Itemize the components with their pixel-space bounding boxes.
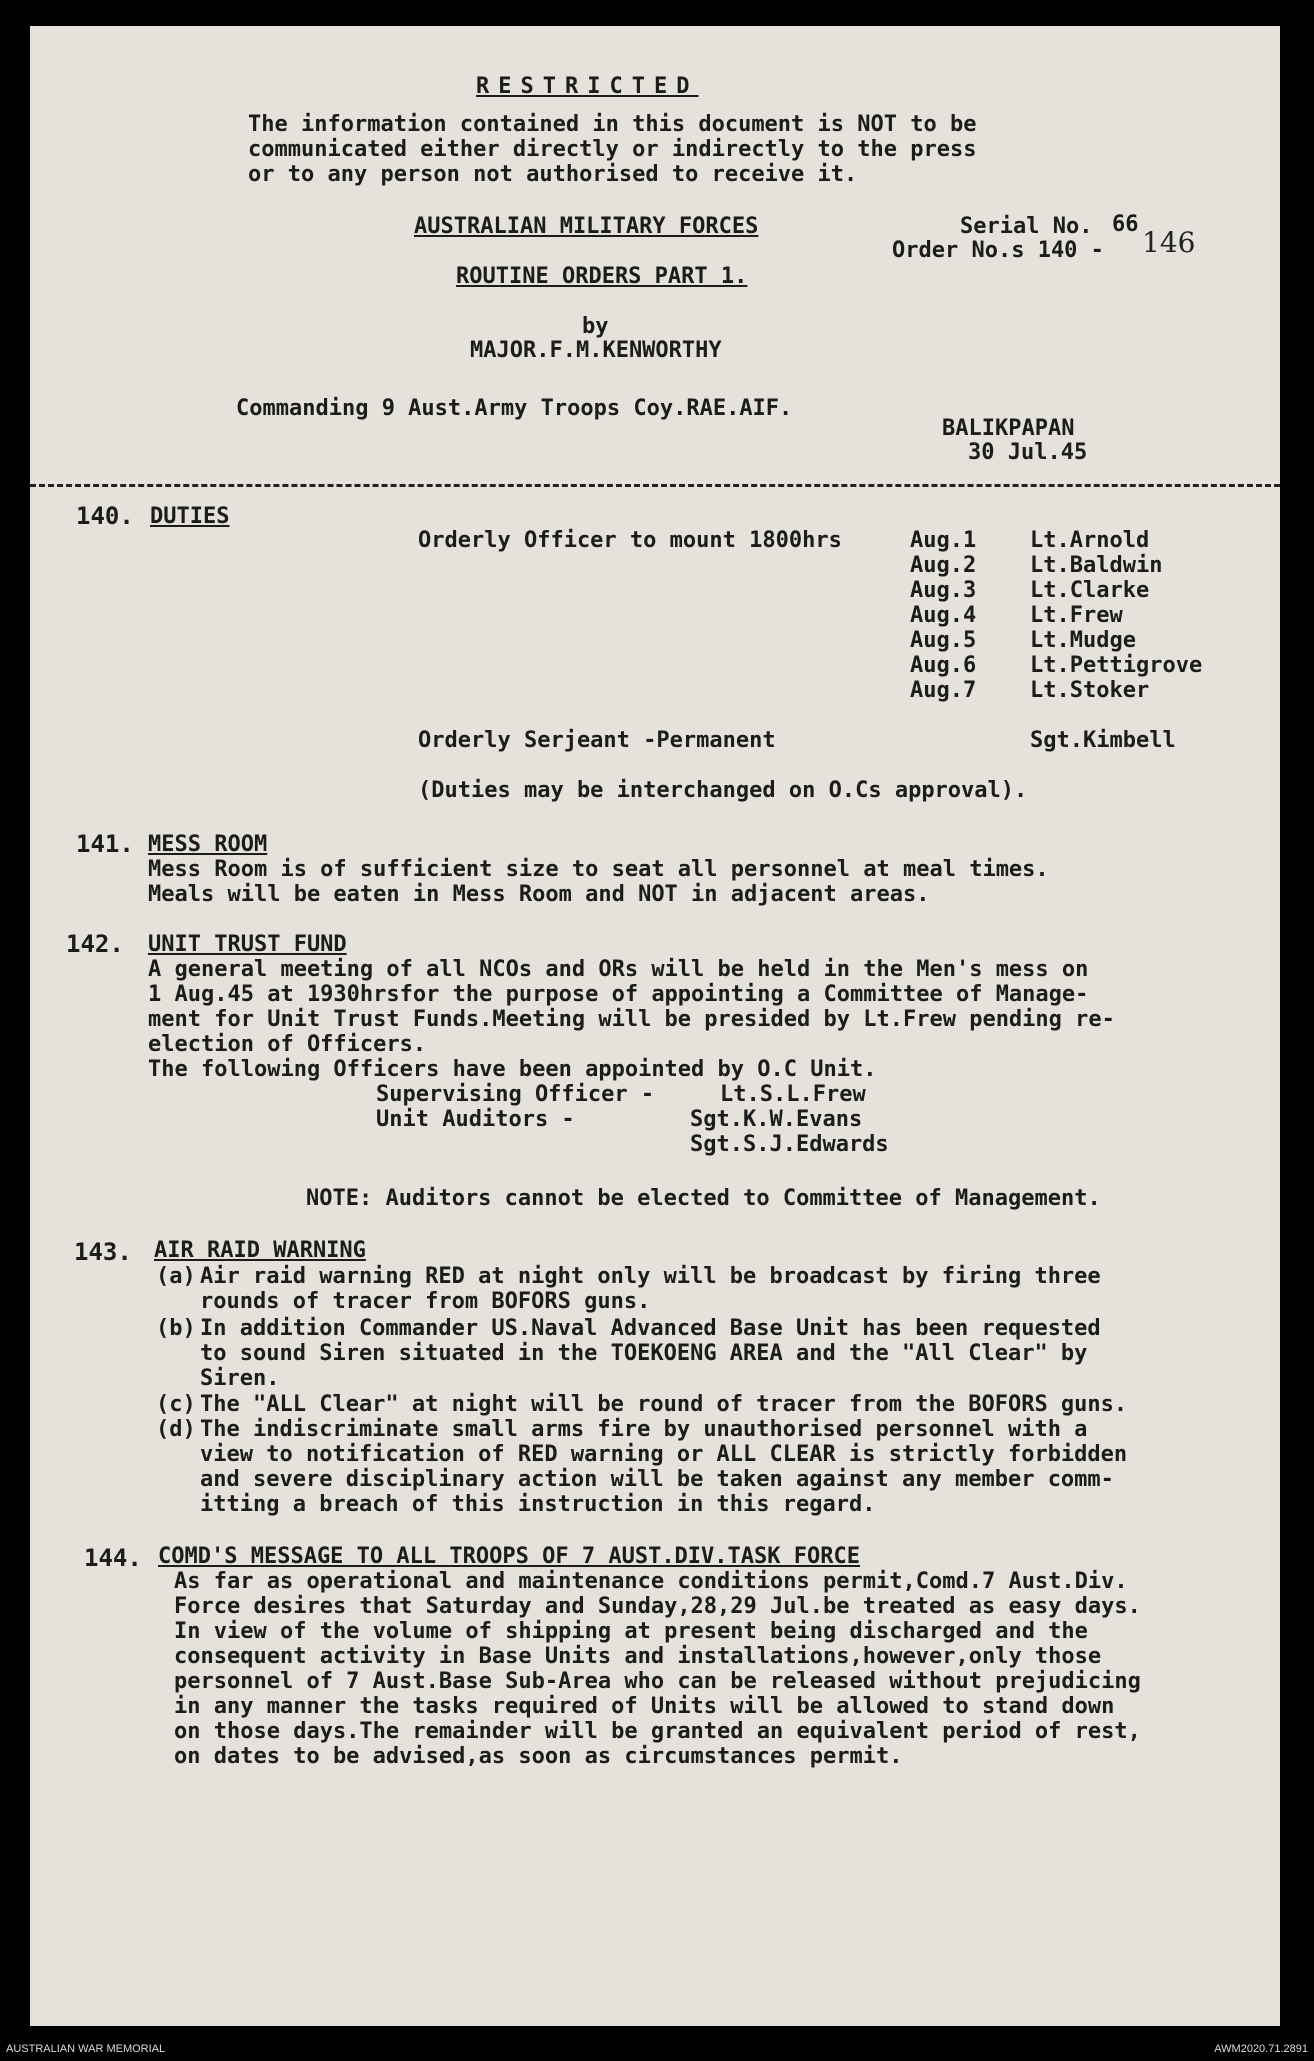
rota-date: Aug.6 (910, 653, 977, 678)
rota-officer: Lt.Clarke (1030, 578, 1150, 603)
item-mark: (c) (156, 1392, 196, 1417)
unit-auditors-label: Unit Auditors - (376, 1107, 575, 1132)
section-141-line: Mess Room is of sufficient size to seat all personnel at meal times. (148, 857, 1049, 882)
rota-officer: Lt.Baldwin (1030, 553, 1163, 578)
document-page (30, 26, 1280, 2026)
auditor-name: Sgt.K.W.Evans (690, 1107, 863, 1132)
section-142-number: 142. (66, 930, 124, 958)
rota-date: Aug.3 (910, 578, 977, 603)
section-141-title: MESS ROOM (148, 832, 268, 857)
serial-label: Serial No. (960, 214, 1093, 239)
rota-date: Aug.1 (910, 528, 977, 553)
place: BALIKPAPAN (942, 416, 1075, 441)
order-label: Order No.s 140 - (892, 238, 1104, 263)
restricted-heading: RESTRICTED (476, 74, 699, 99)
supervising-officer-label: Supervising Officer - (376, 1082, 655, 1107)
section-144-line: consequent activity in Base Units and installations,however,only those (174, 1644, 1102, 1669)
section-140-number: 140. (76, 502, 134, 530)
rota-officer: Lt.Pettigrove (1030, 653, 1203, 678)
section-144-title: COMD'S MESSAGE TO ALL TROOPS OF 7 AUST.DIV.TASK FORCE (158, 1544, 860, 1569)
section-142-title: UNIT TRUST FUND (148, 932, 347, 957)
section-141-line: Meals will be eaten in Mess Room and NOT in adjacent areas. (148, 882, 930, 907)
notice-line-3: or to any person not authorised to receive it. (248, 162, 858, 187)
rota-officer: Lt.Stoker (1030, 678, 1150, 703)
section-142-line: ment for Unit Trust Funds.Meeting will be presided by Lt.Frew pending re- (148, 1007, 1115, 1032)
item-line: rounds of tracer from BOFORS guns. (200, 1289, 651, 1314)
section-142-line: 1 Aug.45 at 1930hrsfor the purpose of appointing a Committee of Manage- (148, 982, 1089, 1007)
orderly-serjeant-name: Sgt.Kimbell (1030, 728, 1176, 753)
divider-line (30, 484, 1280, 487)
rota-officer: Lt.Arnold (1030, 528, 1150, 553)
item-line: In addition Commander US.Naval Advanced Base Unit has been requested (200, 1316, 1101, 1341)
section-144-line: As far as operational and maintenance conditions permit,Comd.7 Aust.Div. (174, 1569, 1128, 1594)
forces-heading: AUSTRALIAN MILITARY FORCES (414, 214, 759, 239)
section-143-number: 143. (74, 1238, 132, 1266)
section-144-line: In view of the volume of shipping at present being discharged and the (174, 1619, 1088, 1644)
item-mark: (b) (156, 1316, 196, 1341)
section-143-title: AIR RAID WARNING (154, 1238, 366, 1263)
rota-officer: Lt.Frew (1030, 603, 1123, 628)
item-line: view to notification of RED warning or ALL CLEAR is strictly forbidden (200, 1442, 1128, 1467)
notice-line-1: The information contained in this document is NOT to be (248, 112, 977, 137)
section-144-line: on dates to be advised,as soon as circumstances permit. (174, 1744, 903, 1769)
orderly-officer-label: Orderly Officer to mount 1800hrs (418, 528, 842, 553)
section-144-line: in any manner the tasks required of Units will be allowed to stand down (174, 1694, 1115, 1719)
supervising-officer-name: Lt.S.L.Frew (720, 1082, 866, 1107)
auditor-name: Sgt.S.J.Edwards (690, 1132, 889, 1157)
item-mark: (d) (156, 1417, 196, 1442)
item-mark: (a) (156, 1264, 196, 1289)
item-line: and severe disciplinary action will be taken against any member comm- (200, 1467, 1114, 1492)
rota-date: Aug.4 (910, 603, 977, 628)
routine-orders-title: ROUTINE ORDERS PART 1. (456, 264, 748, 289)
auditors-note: NOTE: Auditors cannot be elected to Committee of Management. (306, 1186, 1101, 1211)
date: 30 Jul.45 (968, 440, 1088, 465)
section-141-number: 141. (76, 830, 134, 858)
section-142-line: A general meeting of all NCOs and ORs will be held in the Men's mess on (148, 957, 1089, 982)
item-line: itting a breach of this instruction in this regard. (200, 1492, 876, 1517)
footer-credit: AUSTRALIAN WAR MEMORIAL (6, 2043, 166, 2055)
item-line: The indiscriminate small arms fire by unauthorised personnel with a (200, 1417, 1088, 1442)
item-line: Air raid warning RED at night only will be broadcast by firing three (200, 1264, 1101, 1289)
rota-date: Aug.5 (910, 628, 977, 653)
section-144-line: on those days.The remainder will be granted an equivalent period of rest, (174, 1719, 1141, 1744)
section-140-title: DUTIES (150, 504, 230, 529)
by-label: by (582, 314, 609, 339)
rota-date: Aug.2 (910, 553, 977, 578)
section-144-line: Force desires that Saturday and Sunday,28,29 Jul.be treated as easy days. (174, 1594, 1141, 1619)
section-144-line: personnel of 7 Aust.Base Sub-Area who can be released without prejudicing (174, 1669, 1141, 1694)
section-142-line: election of Officers. (148, 1032, 427, 1057)
orderly-serjeant-label: Orderly Serjeant -Permanent (418, 728, 776, 753)
section-142-line: The following Officers have been appointed by O.C Unit. (148, 1057, 877, 1082)
rota-officer: Lt.Mudge (1030, 628, 1136, 653)
item-line: The "ALL Clear" at night will be round of tracer from the BOFORS guns. (200, 1392, 1128, 1417)
item-line: Siren. (200, 1366, 280, 1391)
duties-note: (Duties may be interchanged on O.Cs approval). (418, 778, 1028, 803)
item-line: to sound Siren situated in the TOEKOENG AREA and the "All Clear" by (200, 1341, 1088, 1366)
order-range-end: 146 (1142, 226, 1196, 259)
commander-name: MAJOR.F.M.KENWORTHY (470, 338, 722, 363)
commanding-unit: Commanding 9 Aust.Army Troops Coy.RAE.AIF. (236, 396, 793, 421)
footer-accession: AWM2020.71.2891 (1214, 2043, 1308, 2055)
rota-date: Aug.7 (910, 678, 977, 703)
serial-number: 66 (1112, 212, 1139, 237)
section-144-number: 144. (84, 1544, 142, 1572)
notice-line-2: communicated either directly or indirectly to the press (248, 137, 977, 162)
